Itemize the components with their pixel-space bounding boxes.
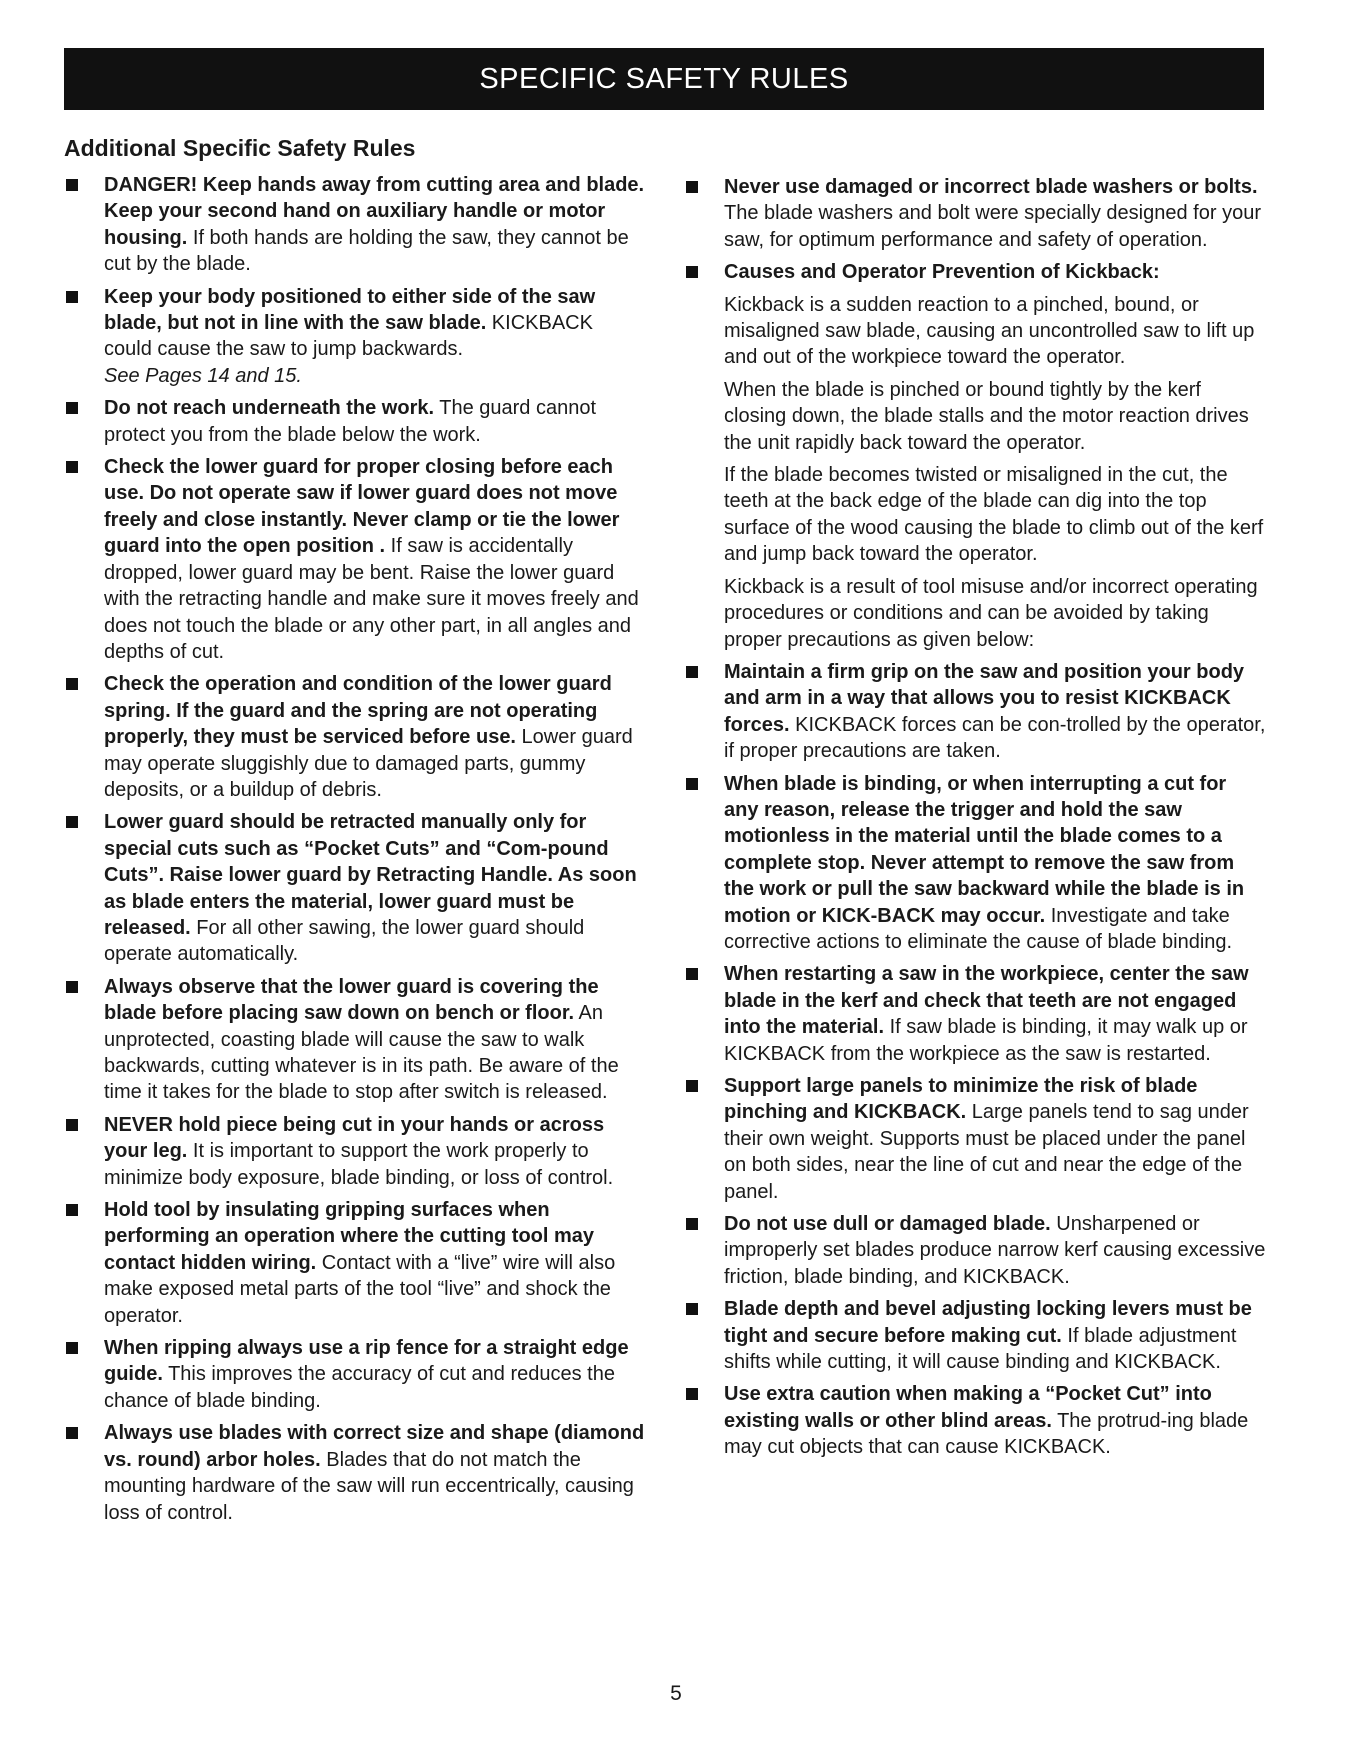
rule-text: If both hands are holding the saw, they cannot be cut by the blade. <box>104 226 629 276</box>
rule-item <box>684 771 1266 956</box>
rule-bold: Check the operation and condition of the lower guard spring. If the guard and the spring are not operating properly, they must be serviced before use. <box>104 673 612 749</box>
bullet-icon <box>66 461 78 473</box>
rule-item <box>64 395 646 448</box>
rule-bold: Blade depth and bevel adjusting locking levers must be tight and secure before making cut. <box>724 1298 1252 1347</box>
rule-text: Investigate and take corrective actions to eliminate the cause of blade binding. <box>724 904 1233 953</box>
rule-text: Contact with a “live” wire will also make exposed metal parts of the tool “live” and shock the operator. <box>104 1251 616 1327</box>
rule-bold: Never use damaged or incorrect blade washers or bolts. <box>724 176 1258 198</box>
bullet-icon <box>66 678 78 690</box>
kickback-item <box>684 259 1266 653</box>
rule-bold: NEVER hold piece being cut in your hands or across your leg. <box>104 1113 605 1163</box>
rule-bold: Keep your body positioned to either side of the saw blade, but not in line with the saw blade. <box>104 285 596 335</box>
rule-bold: Always observe that the lower guard is covering the blade before placing saw down on bench or floor. <box>104 975 599 1025</box>
rule-item <box>64 454 646 665</box>
rule-text: Lower guard may operate sluggishly due to damaged parts, gummy deposits, or a buildup of debris. <box>104 726 633 801</box>
rule-text: KICKBACK could cause the saw to jump backwards. <box>104 312 593 361</box>
rule-item <box>684 961 1266 1067</box>
rule-bold: When restarting a saw in the workpiece, center the saw blade in the kerf and check that teeth are not engaged into the material. <box>724 963 1249 1039</box>
bullet-icon <box>66 1342 78 1354</box>
kickback-paragraph: When the blade is pinched or bound tightly by the kerf closing down, the blade stalls and the motor reaction drives the unit rapidly back toward the operator. <box>724 378 1249 454</box>
rule-item <box>64 1335 646 1414</box>
rule-item <box>64 671 646 803</box>
rule-item <box>64 1197 646 1329</box>
rule-text: KICKBACK forces can be con-trolled by the operator, if proper precautions are taken. <box>724 713 1266 763</box>
rule-bold: Check the lower guard for proper closing before each use. Do not operate saw if lower guard does not move freely and close instantly. Never clamp or tie the lower guard into the open position . <box>104 456 620 558</box>
section-title: Additional Specific Safety Rules <box>64 135 416 161</box>
bullet-icon <box>686 1218 698 1230</box>
rule-text: This improves the accuracy of cut and reduces the chance of blade binding. <box>104 1363 615 1412</box>
rule-item <box>684 1211 1266 1290</box>
rule-bold: Hold tool by insulating gripping surfaces when performing an operation where the cutting tool may contact hidden wiring. <box>104 1199 595 1274</box>
bullet-icon <box>686 968 698 980</box>
kickback-paragraph: Kickback is a sudden reaction to a pinched, bound, or misaligned saw blade, causing an uncontrolled saw to lift up and out of the workpiece toward the operator. <box>724 293 1255 369</box>
right-column <box>684 174 1266 1467</box>
right-rules-list <box>684 659 1266 1461</box>
rule-bold: Maintain a firm grip on the saw and position your body and arm in a way that allows you to resist KICKBACK forces. <box>724 660 1245 736</box>
rule-item <box>64 809 646 967</box>
rule-text: Unsharpened or improperly set blades produce narrow kerf causing excessive friction, blade binding, and KICKBACK. <box>724 1213 1266 1288</box>
bullet-icon <box>686 778 698 790</box>
bullet-icon <box>66 1427 78 1439</box>
bullet-icon <box>686 181 698 193</box>
rule-text: The blade washers and bolt were specially designed for your saw, for optimum performance and safety of operation. <box>724 202 1261 251</box>
bullet-icon <box>686 1388 698 1400</box>
rule-bold: Do not reach underneath the work. <box>104 397 435 420</box>
bullet-icon <box>66 816 78 828</box>
rule-text: If blade adjustment shifts while cutting, it will cause binding and KICKBACK. <box>724 1324 1237 1374</box>
rule-bold: DANGER! Keep hands away from cutting area and blade. Keep your second hand on auxiliary handle or motor housing. <box>104 174 645 249</box>
section-banner: SPECIFIC SAFETY RULES <box>64 48 1264 110</box>
rule-text: The protrud-ing blade may cut objects that can cause KICKBACK. <box>724 1409 1249 1459</box>
page-number: 5 <box>670 1682 682 1705</box>
rule-reference: See Pages 14 and 15. <box>104 364 302 387</box>
kickback-heading: Causes and Operator Prevention of Kickback: <box>724 261 1160 284</box>
rule-item <box>684 1296 1266 1375</box>
rule-text: Large panels tend to sag under their own weight. Supports must be placed under the panel on both sides, near the line of cut and near the edge of the panel. <box>724 1101 1249 1203</box>
rule-item <box>64 284 646 390</box>
rule-text: An unprotected, coasting blade will cause the saw to walk backwards, cutting whatever is in its path. Be aware of the time it takes for the blade to stop after switch is released. <box>104 1002 619 1104</box>
rule-bold: Use extra caution when making a “Pocket Cut” into existing walls or other blind areas. <box>724 1383 1212 1432</box>
rule-bold: Always use blades with correct size and shape (diamond vs. round) arbor holes. <box>104 1422 645 1471</box>
rule-bold: Do not use dull or damaged blade. <box>724 1213 1051 1236</box>
bullet-icon <box>686 266 698 278</box>
rule-text: If saw is accidentally dropped, lower guard may be bent. Raise the lower guard with the retracting handle and make sure it moves freely and does not touch the blade or any other part, in all angles and depths of cut. <box>104 535 639 663</box>
bullet-icon <box>686 666 698 678</box>
kickback-paragraph: If the blade becomes twisted or misaligned in the cut, the teeth at the back edge of the blade can dig into the top surface of the wood causing the blade to climb out of the kerf and jump back toward the operator. <box>724 464 1264 566</box>
rule-bold: Support large panels to minimize the risk of blade pinching and KICKBACK. <box>724 1075 1198 1124</box>
rule-text: It is important to support the work properly to minimize body exposure, blade binding, or loss of control. <box>104 1140 614 1189</box>
rule-item <box>684 659 1266 765</box>
left-rules-list <box>64 172 646 1526</box>
bullet-icon <box>66 402 78 414</box>
rule-text: The guard cannot protect you from the blade below the work. <box>104 397 597 446</box>
bullet-icon <box>66 981 78 993</box>
bullet-icon <box>686 1303 698 1315</box>
rule-bold: When blade is binding, or when interrupting a cut for any reason, release the trigger and hold the saw motionless in the material until the blade comes to a complete stop. Never attempt to remove the saw from the work or pull the saw backward while the blade is in motion or KICK-BACK may occur. <box>724 772 1245 927</box>
rule-text: Blades that do not match the mounting hardware of the saw will run eccentrically, causing loss of control. <box>104 1448 634 1524</box>
rule-item <box>64 1420 646 1526</box>
rule-item <box>64 1112 646 1191</box>
rule-text: For all other sawing, the lower guard should operate automatically. <box>104 916 585 966</box>
rule-item <box>684 174 1266 253</box>
rule-text: If saw blade is binding, it may walk up or KICKBACK from the workpiece as the saw is restarted. <box>724 1016 1248 1065</box>
left-column <box>64 134 646 1532</box>
bullet-icon <box>686 1080 698 1092</box>
bullet-icon <box>66 291 78 303</box>
rule-bold: When ripping always use a rip fence for a straight edge guide. <box>104 1337 629 1386</box>
rule-item <box>684 1073 1266 1205</box>
bullet-icon <box>66 1119 78 1131</box>
kickback-paragraph: Kickback is a result of tool misuse and/or incorrect operating procedures or conditions and can be avoided by taking proper precautions as given below: <box>724 575 1258 651</box>
rule-item <box>64 974 646 1106</box>
rule-bold: Lower guard should be retracted manually only for special cuts such as “Pocket Cuts” and “Com-pound Cuts”. Raise lower guard by Retracting Handle. As soon as blade enters the material, lower guard must be released. <box>104 811 637 939</box>
bullet-icon <box>66 1204 78 1216</box>
rule-item <box>64 172 646 278</box>
bullet-icon <box>66 179 78 191</box>
rule-item <box>684 1381 1266 1460</box>
